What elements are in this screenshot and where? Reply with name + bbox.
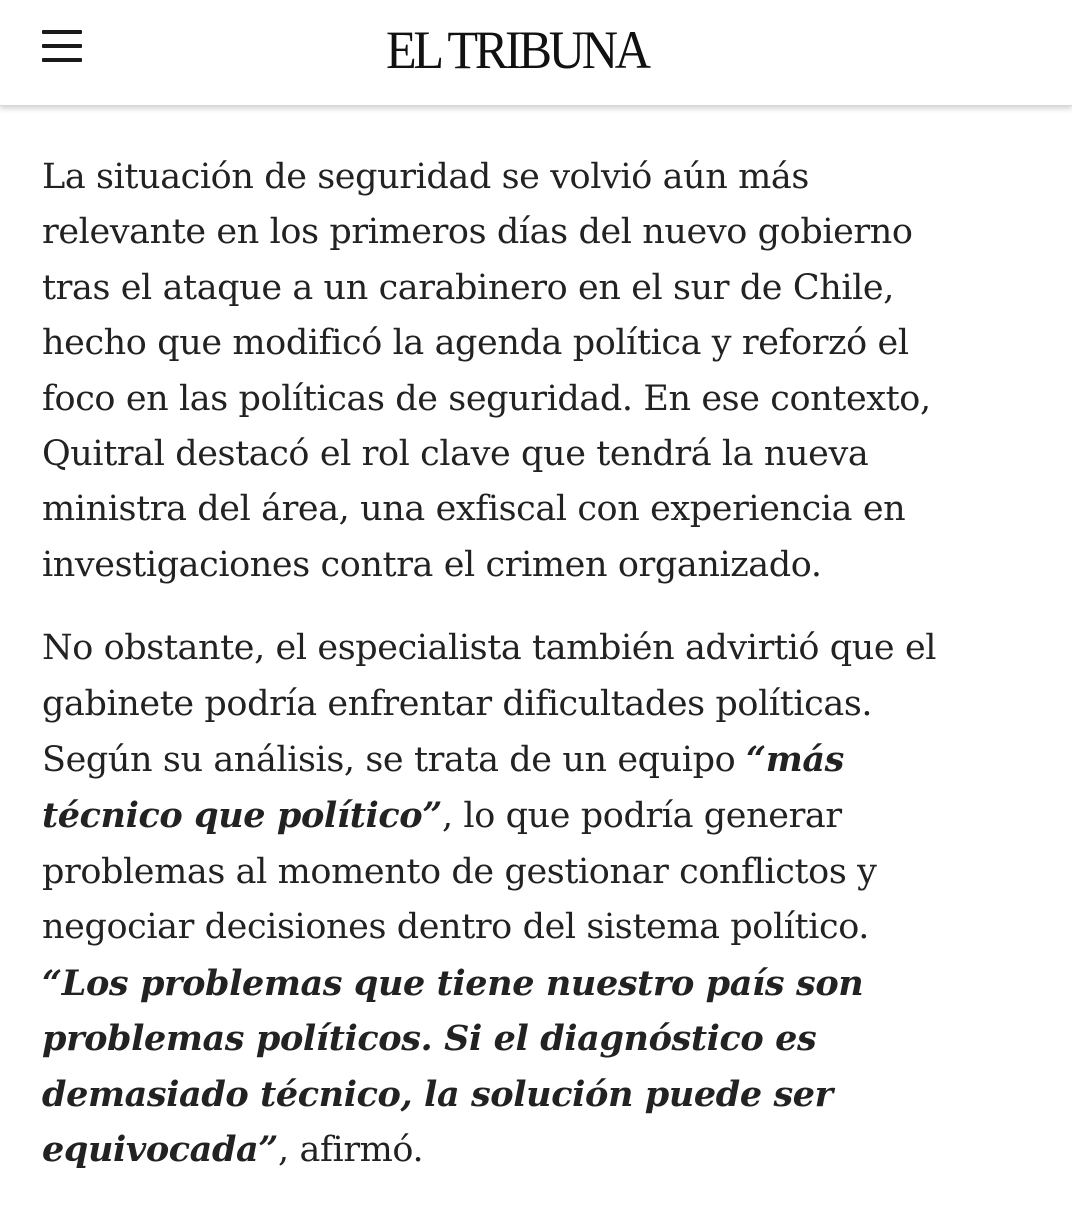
menu-bar-bottom <box>42 58 82 62</box>
text-line: gabinete podría enfrentar dificultades políticas. <box>42 683 873 724</box>
text-line: ministra del área, una exfiscal con experiencia en <box>42 489 906 530</box>
text-line: La situación de seguridad se volvió aún más <box>42 157 809 197</box>
plain-text: , lo que podría generar <box>441 796 842 837</box>
text-line: investigaciones contra el crimen organizado. <box>42 544 822 585</box>
text-line <box>42 788 1042 844</box>
text-line: tras el ataque a un carabinero en el sur de Chile, <box>42 267 894 308</box>
text-line: foco en las políticas de seguridad. En ese contexto, <box>42 378 931 419</box>
emphasized-quote: “más <box>746 739 844 781</box>
article-body <box>42 150 1042 1206</box>
quote-end: equivocada” <box>42 1128 279 1170</box>
site-logo[interactable]: EL TRIBUNA <box>386 20 648 80</box>
text-line <box>42 1122 1042 1178</box>
text-line: problemas al momento de gestionar conflictos y <box>42 851 877 892</box>
quote-line: “Los problemas que tiene nuestro país son <box>42 962 864 1004</box>
hamburger-menu-icon[interactable] <box>40 26 84 66</box>
menu-bar-middle <box>42 44 82 48</box>
attribution: , afirmó. <box>278 1129 424 1170</box>
plain-text: Según su análisis, se trata de un equipo <box>42 740 746 781</box>
quote-line: problemas políticos. Si el diagnóstico es <box>42 1018 817 1060</box>
text-line: relevante en los primeros días del nuevo gobierno <box>42 212 913 253</box>
text-line: Quitral destacó el rol clave que tendrá la nueva <box>42 434 869 475</box>
text-line <box>42 732 1042 788</box>
quote-line: demasiado técnico, la solución puede ser <box>42 1073 833 1115</box>
top-header <box>0 0 1072 106</box>
menu-bar-top <box>42 30 82 34</box>
article-paragraph-1 <box>42 150 1042 593</box>
text-line: negociar decisiones dentro del sistema político. <box>42 907 870 948</box>
text-line: No obstante, el especialista también advirtió que el <box>42 628 937 669</box>
text-line: hecho que modificó la agenda política y reforzó el <box>42 323 909 364</box>
article-paragraph-2 <box>42 621 1042 1178</box>
emphasized-quote: técnico que político” <box>42 795 442 837</box>
